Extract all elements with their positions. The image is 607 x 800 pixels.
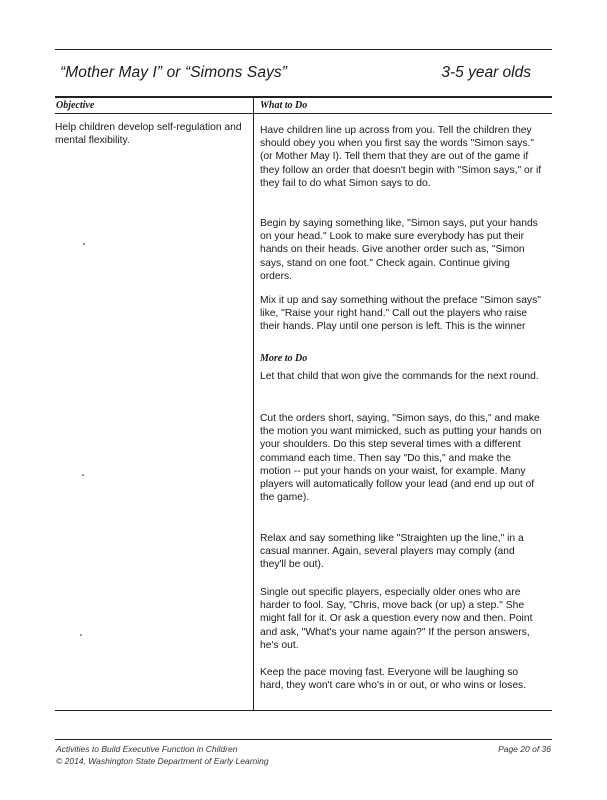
footer-page-number: Page 20 of 36 [498, 744, 551, 754]
more-to-do-paragraph: Cut the orders short, saying, "Simon says, do this," and make the motion you want mimicked, such as putting your hands on your shoulders. Do this step several times with a different command each time. Then say "Do this," and make the motion -- put your hands on your waist, for example. Many players will automatically follow your lead (and end up out of the game). [260, 413, 542, 504]
more-to-do-paragraph: Relax and say something like "Straighten up the line," in a casual manner. Again, several players may comply (and they'll be out). [260, 533, 524, 571]
more-to-do-paragraph: Single out specific players, especially older ones who are harder to fool. Say, "Chris, move back (or up) a step." She might fall for it. Or ask a question every now and then. Point and ask, "What's your name again?" If the person answers, he's out. [260, 587, 533, 651]
table-top-rule [55, 96, 552, 98]
activity-title: “Mother May I” or “Simons Says” [60, 64, 288, 81]
what-to-do-paragraph: Have children line up across from you. Tell the children they should obey you when you first say the words "Simon says." (or Mother May I). Tell them that they are out of the game if they follow an order that doesn't begin with "Simon says," or if they fail to do what Simon says to do. [260, 125, 542, 189]
what-to-do-paragraph: Mix it up and say something without the preface "Simon says" like, "Raise your right hand." Call out the players who raise their hands. Play until one person is left. This is the winner [260, 295, 541, 333]
more-to-do-paragraph: Keep the pace moving fast. Everyone will be laughing so hard, they won't care who's in or out, or who wins or loses. [260, 667, 527, 692]
footer-publication: Activities to Build Executive Function in Children [56, 744, 238, 754]
objective-heading: Objective [56, 100, 95, 111]
footer-rule [55, 739, 552, 740]
objective-text: Help children develop self-regulation and mental flexibility. [55, 122, 242, 146]
what-to-do-paragraph: Begin by saying something like, "Simon says, put your hands on your head." Look to make sure everybody has put their hands on their heads. Give another order such as, "Simon says, stand on one foot." Check again. Continue giving orders. [260, 218, 538, 282]
footer-copyright: © 2014, Washington State Department of Early Learning [56, 756, 269, 766]
scan-speck [82, 474, 84, 476]
age-range: 3-5 year olds [441, 64, 531, 81]
column-divider [253, 97, 254, 710]
header-top-rule [55, 49, 552, 50]
what-to-do-heading: What to Do [260, 100, 308, 111]
more-to-do-paragraph: Let that child that won give the commands for the next round. [260, 371, 539, 382]
more-to-do-heading: More to Do [260, 353, 308, 364]
table-bottom-rule [55, 710, 552, 711]
scan-speck [80, 634, 82, 636]
table-header-rule [55, 113, 552, 114]
scan-speck [83, 243, 85, 245]
